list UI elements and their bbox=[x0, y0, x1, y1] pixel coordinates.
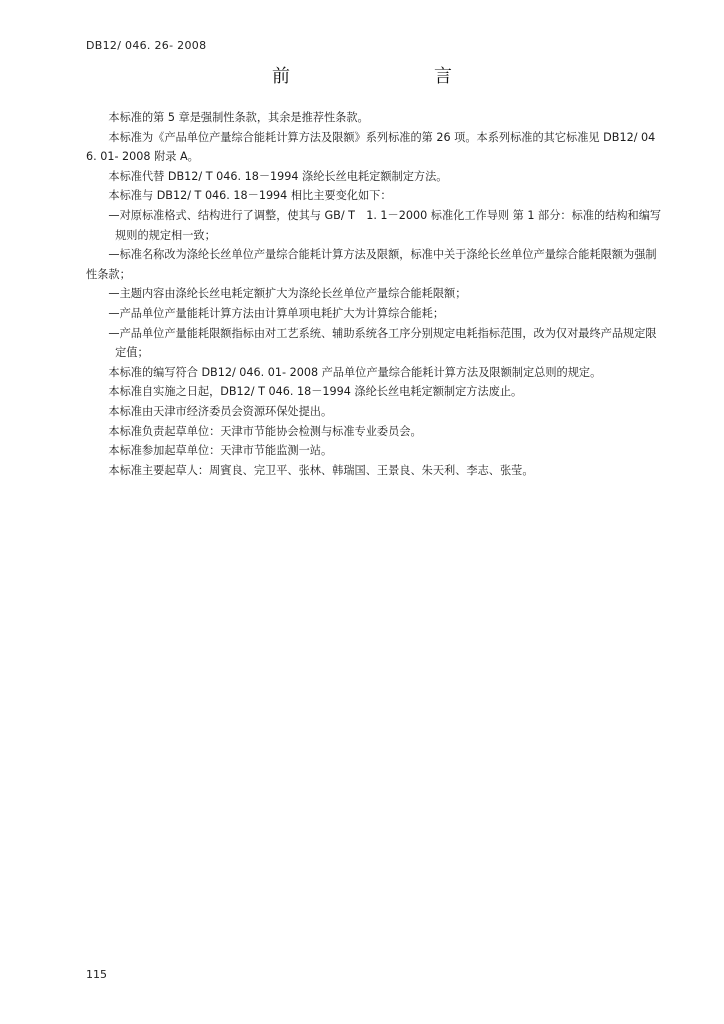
paragraph-lead-drafter-org: 本标准负责起草单位：天津市节能协会检测与标准专业委员会。 bbox=[108, 424, 422, 438]
change-item-scope: —主题内容由涤纶长丝电耗定额扩大为涤纶长丝单位产量综合能耗限额； bbox=[108, 287, 467, 301]
foreword-body bbox=[86, 108, 662, 480]
change-item-title: —标准名称改为涤纶长丝单位产量综合能耗计算方法及限额，标准中关于涤纶长丝单位产量综合能耗限额为强制性条款； bbox=[86, 248, 657, 281]
page-number: 115 bbox=[86, 968, 107, 981]
paragraph-replaces: 本标准代替 DB12/ T 046. 18－1994 涤纶长丝电耗定额制定方法。 bbox=[108, 169, 448, 183]
page-title: 前 言 bbox=[272, 66, 488, 87]
paragraph-main-drafters: 本标准主要起草人：周賓良、完卫平、张林、韩瑞国、王景良、朱天利、李志、张莹。 bbox=[108, 463, 534, 477]
change-item-method: —产品单位产量能耗计算方法由计算单项电耗扩大为计算综合能耗； bbox=[108, 306, 445, 320]
change-item-limit: —产品单位产量能耗限额指标由对工艺系统、辅助系统各工序分别规定电耗指标范围，改为仅对最终产品规定限定值； bbox=[108, 326, 657, 360]
change-item-format: —对原标准格式、结构进行了调整，使其与 GB/ T 1. 1－2000 标准化工作导则 第 1 部分：标准的结构和编写规则的规定相一致； bbox=[108, 208, 662, 242]
paragraph-series-info: 本标准为《产品单位产量综合能耗计算方法及限额》系列标准的第 26 项。本系列标准的其它标准见 DB12/ 046. 01- 2008 附录 A。 bbox=[86, 130, 656, 164]
paragraph-mandatory-clause: 本标准的第 5 章是强制性条款，其余是推荐性条款。 bbox=[108, 111, 369, 124]
standard-code-header: DB12/ 046. 26- 2008 bbox=[86, 39, 207, 52]
paragraph-compliance: 本标准的编写符合 DB12/ 046. 01- 2008 产品单位产量综合能耗计算方法及限额制定总则的规定。 bbox=[108, 365, 602, 379]
paragraph-participating-org: 本标准参加起草单位：天津市节能监测一站。 bbox=[108, 444, 333, 458]
paragraph-changes-intro: 本标准与 DB12/ T 046. 18－1994 相比主要变化如下： bbox=[108, 189, 392, 203]
paragraph-repeal: 本标准自实施之日起，DB12/ T 046. 18－1994 涤纶长丝电耗定额制定方法废止。 bbox=[108, 385, 523, 399]
paragraph-proposer: 本标准由天津市经济委员会资源环保处提出。 bbox=[108, 404, 333, 418]
